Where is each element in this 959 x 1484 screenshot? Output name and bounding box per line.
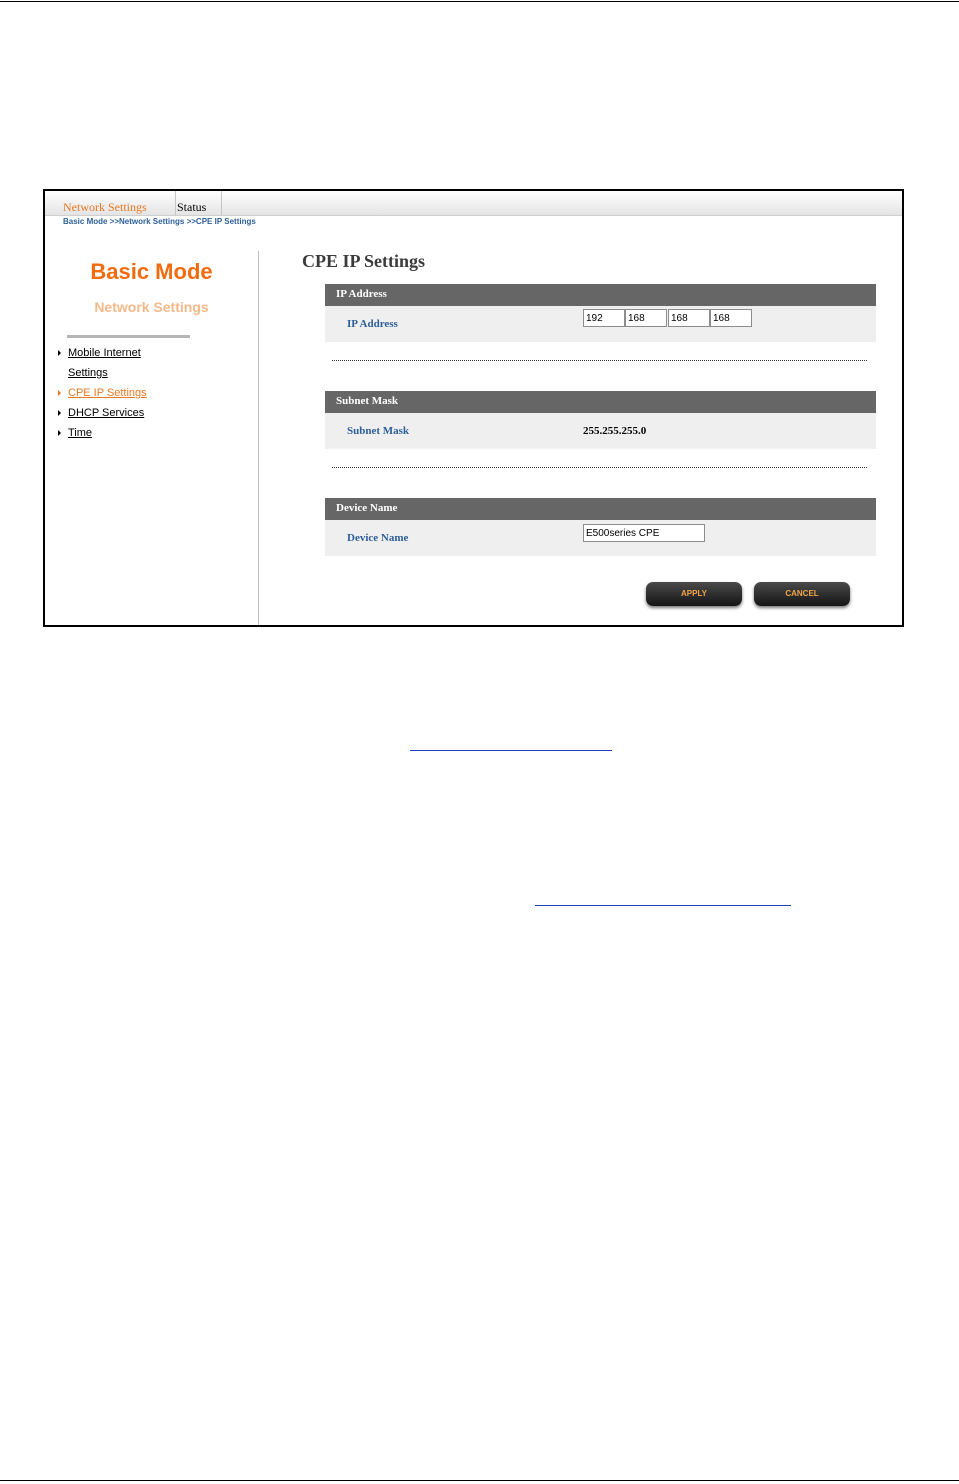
sidebar-item-mobile-internet-settings[interactable] [55, 343, 245, 383]
sidebar-item-label: Time [68, 427, 93, 439]
sidebar-item-label: DHCP Services [68, 407, 145, 419]
subnet-mask-value: 255.255.255.0 [583, 425, 647, 437]
sidebar-item-label: Mobile Internet [68, 347, 141, 359]
router-web-ui-screenshot [43, 189, 904, 627]
sidebar-item-cpe-ip-settings[interactable] [55, 383, 245, 403]
ip-octet-4-input[interactable] [710, 309, 752, 327]
arrow-bullet-icon [58, 390, 61, 396]
subnet-mask-row [325, 413, 876, 449]
arrow-bullet-icon [58, 430, 61, 436]
sidebar [45, 251, 259, 625]
cancel-button[interactable]: CANCEL [754, 582, 850, 606]
tab-status[interactable]: Status [177, 191, 222, 215]
sidebar-divider [67, 335, 190, 338]
ip-address-label: IP Address [347, 318, 398, 330]
document-bottom-rule [0, 1480, 959, 1481]
section-divider [332, 360, 867, 361]
ip-octet-3-input[interactable] [668, 309, 710, 327]
page-title: CPE IP Settings [302, 251, 426, 271]
document-link-underline[interactable] [410, 750, 612, 751]
device-name-row [325, 520, 876, 556]
subnet-mask-section-header: Subnet Mask [325, 391, 876, 413]
device-name-section-header: Device Name [325, 498, 876, 520]
ip-octet-2-input[interactable] [625, 309, 667, 327]
sidebar-item-dhcp-services[interactable] [55, 403, 245, 423]
sidebar-item-label: CPE IP Settings [68, 387, 147, 399]
ip-octet-1-input[interactable] [583, 309, 625, 327]
device-name-label: Device Name [347, 532, 409, 544]
document-link-underline[interactable] [535, 905, 791, 906]
ip-address-section-header: IP Address [325, 284, 876, 306]
sidebar-item-label-line2: Settings [68, 367, 108, 379]
arrow-bullet-icon [58, 410, 61, 416]
tab-network-settings[interactable]: Network Settings [63, 191, 176, 215]
arrow-bullet-icon [58, 350, 61, 356]
top-tab-bar [45, 191, 902, 216]
device-name-input[interactable] [583, 524, 705, 542]
sidebar-item-time[interactable] [55, 423, 245, 443]
apply-button[interactable]: APPLY [646, 582, 742, 606]
mode-title: Basic Mode [90, 259, 213, 284]
breadcrumb: Basic Mode >>Network Settings >>CPE IP Settings [63, 217, 256, 226]
subnet-mask-label: Subnet Mask [347, 425, 410, 437]
document-top-rule [0, 1, 959, 2]
sidebar-nav [55, 343, 245, 443]
sidebar-section-title: Network Settings [94, 299, 209, 315]
section-divider [332, 467, 867, 468]
ip-address-row [325, 306, 876, 342]
